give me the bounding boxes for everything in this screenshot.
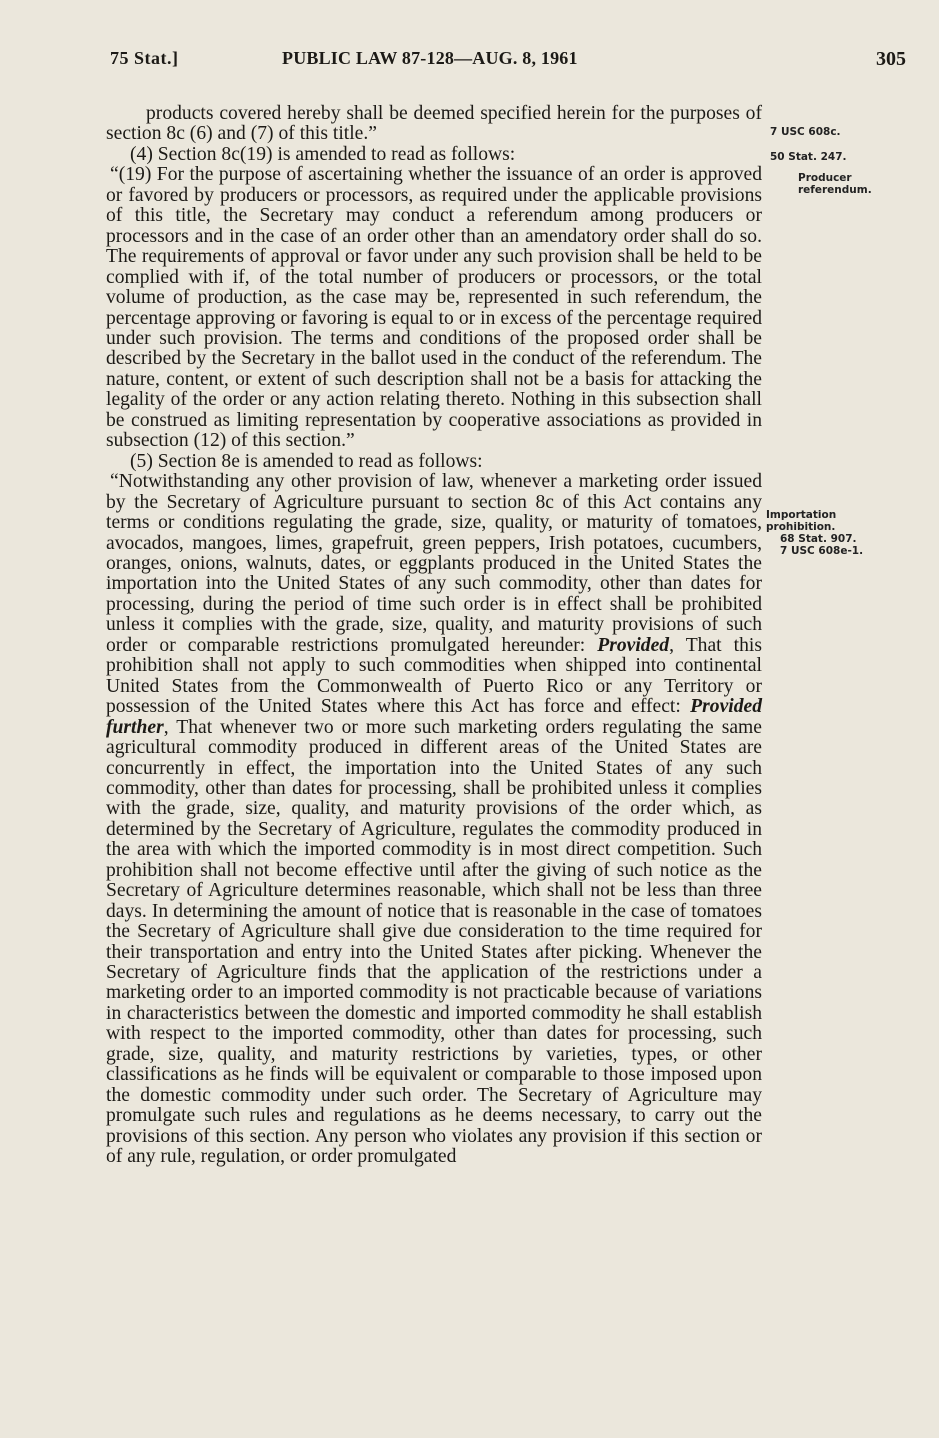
paragraph-amendment-5: (5) Section 8e is amended to read as follows:	[130, 450, 483, 472]
margin-note-importation-prohibition: Importation prohibition. 68 Stat. 907. 7 USC 608e-1.	[766, 509, 864, 557]
paragraph-section-8e	[106, 472, 762, 1167]
section-8e-text-1: “Notwithstanding any other provision of law, whenever a marketing order issued by the Secretary of Agriculture pursuant to section 8c of this Act contains any terms or conditions regulating the grade, size, quality, or maturity of tomatoes, avocados, mangoes, limes, grapefruit, green peppers, Irish potatoes, cucumbers, oranges, onions, walnuts, dates, or eggplants produced in the United States the importation into the United States of any such commodity, other than dates for processing, during the period of time such order is in effect shall be prohibited unless it complies with the grade, size, quality, and maturity provisions of such order or comparable restrictions promulgated hereunder:	[106, 471, 762, 656]
proviso-further-term: Provided further	[106, 696, 762, 738]
page-number: 305	[876, 48, 906, 70]
proviso-term: Provided	[597, 634, 670, 656]
page-header	[110, 44, 906, 74]
paragraph-subsection-19: “(19) For the purpose of ascertaining whether the issuance of an order is approved or favored by producers or processors, as required under the applicable provisions of this title, the Secretary may conduct a referendum among producers or processors and in the case of an order other than an amendatory order shall do so. The requirements of approval or favor under any such provision shall be held to be complied with if, of the total number of producers or processors, or the total volume of production, as the case may be, represented in such referendum, the percentage approving or favoring is equal to or in excess of the percentage required under such provision. The terms and conditions of the proposed order shall be described by the Secretary in the ballot used in the conduct of the referendum. The nature, content, or extent of such description shall not be a basis for attacking the legality of the order or any action relating thereto. Nothing in this subsection shall be construed as limiting representation by cooperative associations as provided in subsection (12) of this section.”	[106, 164, 762, 452]
margin-note-stat-247: 50 Stat. 247.	[770, 151, 847, 163]
running-title: PUBLIC LAW 87-128—AUG. 8, 1961	[282, 48, 578, 68]
margin-note-usc-608c: 7 USC 608c.	[770, 126, 841, 138]
paragraph-amendment-4: (4) Section 8c(19) is amended to read as follows:	[130, 143, 516, 165]
body-text	[106, 104, 762, 1168]
paragraph-continuation: products covered hereby shall be deemed specified herein for the purposes of section 8c (6) and (7) of this title.”	[106, 103, 762, 145]
section-8e-text-3: , That whenever two or more such marketing orders regulating the same agricultural commodity produced in different areas of the United States are concurrently in effect, the importation into the United States of any such commodity, other than dates for processing, shall be prohibited unless it complies with the grade, size, quality, and maturity provisions of the order which, as determined by the Secretary of Agriculture, regulates the commodity produced in the area with which the imported commodity is in most direct competition. Such prohibition shall not become effective until after the giving of such notice as the Secretary of Agriculture determines reasonable, which shall not be less than three days. In determining the amount of notice that is reasonable in the case of tomatoes the Secretary of Agriculture shall give due consideration to the time required for their transportation and entry into the United States after picking. Whenever the Secretary of Agriculture finds that the application of the restrictions under a marketing order to an imported commodity is not practicable because of variations in characteristics between the domestic and imported commodity he shall establish with respect to the imported commodity, other than dates for processing, such grade, size, quality, and maturity restrictions by varieties, types, or other classifications as he finds will be equivalent or comparable to those imposed upon the domestic commodity under such order. The Secretary of Agriculture may promulgate such rules and regulations as he deems necessary, to carry out the provisions of this section. Any person who violates any provision if this section or of any rule, regulation, or order promulgated	[106, 716, 762, 1168]
volume-reference: 75 Stat.]	[110, 48, 179, 68]
margin-note-producer-referendum: Producer referendum.	[798, 172, 872, 196]
section-8e-text-2: , That this prohibition shall not apply to such commodities when shipped into continental United States from the Commonwealth of Puerto Rico or any Territory or possession of the United States where this Act has force and effect:	[106, 634, 762, 718]
